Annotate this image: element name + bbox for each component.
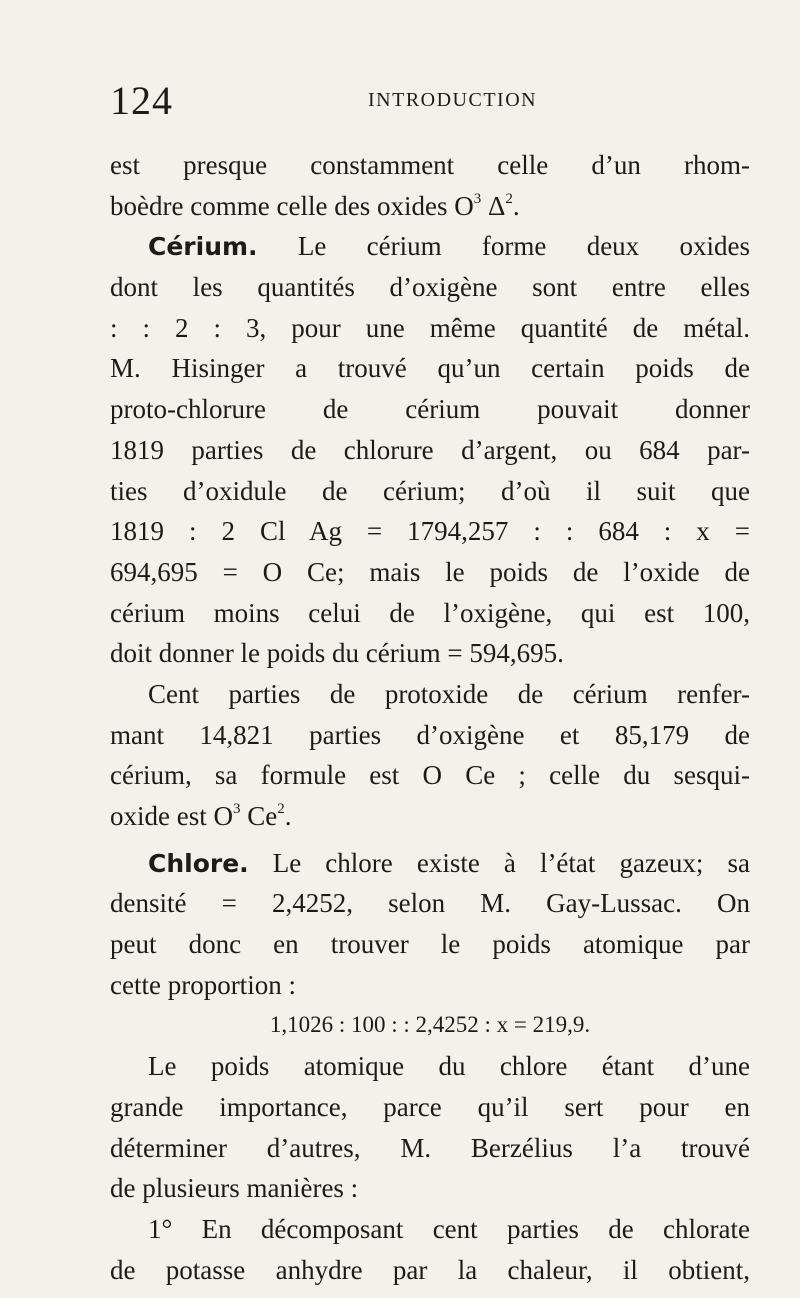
body-text xyxy=(110,145,750,1290)
page-header xyxy=(110,78,750,128)
text-line: dont les quantités d’oxigène sont entre elles xyxy=(110,272,750,303)
page-number: 124 xyxy=(110,78,173,123)
text-line xyxy=(110,843,750,884)
running-title: INTRODUCTION xyxy=(368,89,538,111)
text-line: 1819 : 2 Cl Ag = 1794,257 : : 684 : x = xyxy=(110,516,750,547)
text-line: peut donc en trouver le poids atomique par xyxy=(110,929,750,960)
text-line: densité = 2,4252, selon M. Gay-Lussac. On xyxy=(110,888,750,919)
text-line: cette proportion : xyxy=(110,969,296,1000)
text-span: Le cérium forme deux oxides xyxy=(257,231,750,262)
superscript: 2 xyxy=(277,801,285,817)
text-line: : : 2 : 3, pour une même quantité de métal. xyxy=(110,312,750,343)
text-line: ties d’oxidule de cérium; d’où il suit que xyxy=(110,475,750,506)
text-line: de potasse anhydre par la chaleur, il obtient, xyxy=(110,1254,750,1285)
text-line: grande importance, parce qu’il sert pour en xyxy=(110,1091,750,1122)
text-line: 1° En décomposant cent parties de chlorate xyxy=(148,1213,750,1244)
text-line: déterminer d’autres, M. Berzélius l’a trouvé xyxy=(110,1132,750,1163)
text-line xyxy=(110,226,750,267)
text-line: cérium moins celui de l’oxigène, qui est 100, xyxy=(110,597,750,628)
text-line: de plusieurs manières : xyxy=(110,1173,359,1204)
text-line: boèdre comme celle des oxides $O^3$ $\Delta^2$. xyxy=(110,190,520,221)
superscript: 3 xyxy=(473,190,482,207)
text-line: Le poids atomique du chlore étant d’une xyxy=(148,1051,750,1082)
superscript: 2 xyxy=(505,190,513,207)
text-line: oxide est $O^3$ Ce$^2$. xyxy=(110,801,292,831)
text-line: mant 14,821 parties d’oxigène et 85,179 de xyxy=(110,719,750,750)
text-line: Cent parties de protoxide de cérium renfer- xyxy=(148,678,750,709)
text-line: est presque constamment celle d’un rhom- xyxy=(110,150,750,180)
text-line: cérium, sa formule est O Ce ; celle du sesqui- xyxy=(110,760,750,791)
section-title-cerium: Cérium. xyxy=(148,232,258,262)
text-line: proto-chlorure de cérium pouvait donner xyxy=(110,394,750,425)
text-line: M. Hisinger a trouvé qu’un certain poids de xyxy=(110,353,750,384)
text-line: doit donner le poids du cérium = 594,695. xyxy=(110,638,564,669)
text-line: 1819 parties de chlorure d’argent, ou 684 par- xyxy=(110,434,750,465)
text-span: Le chlore existe à l’état gazeux; sa xyxy=(248,847,750,878)
superscript: 3 xyxy=(233,801,241,817)
formula-line: 1,1026 : 100 : : 2,4252 : x = 219,9. xyxy=(269,1012,591,1038)
text-line: 694,695 = O Ce; mais le poids de l’oxide de xyxy=(110,556,750,587)
section-title-chlore: Chlore. xyxy=(148,848,249,878)
